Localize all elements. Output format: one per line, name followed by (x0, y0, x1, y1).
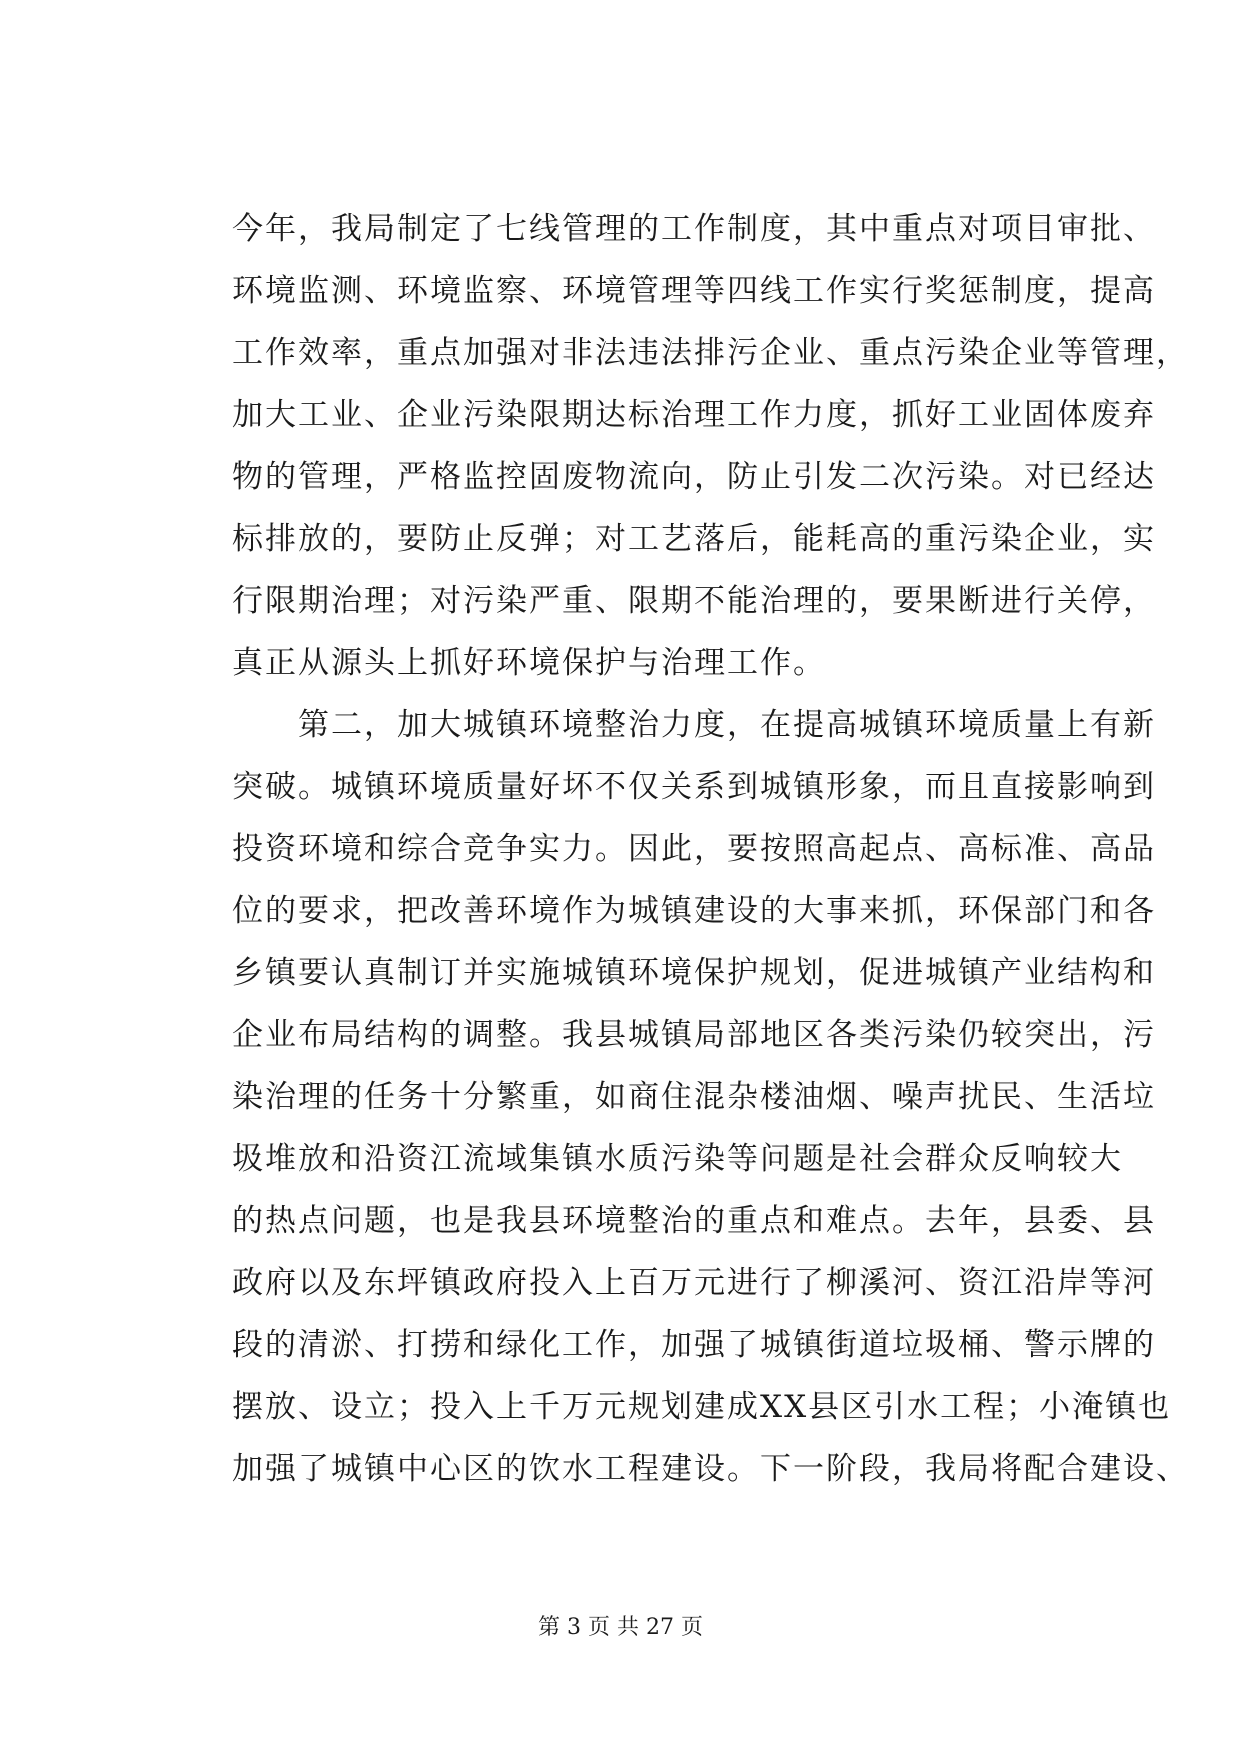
text-line: 位的要求，把改善环境作为城镇建设的大事来抓，环保部门和各 (232, 893, 1156, 929)
text-line: 今年，我局制定了七线管理的工作制度，其中重点对项目审批、 (232, 211, 1156, 247)
text-line: 乡镇要认真制订并实施城镇环境保护规划，促进城镇产业结构和 (232, 955, 1156, 991)
text-line: 工作效率，重点加强对非法违法排污企业、重点污染企业等管理， (232, 335, 1189, 371)
text-line: 企业布局结构的调整。我县城镇局部地区各类污染仍较突出，污 (232, 1017, 1156, 1053)
text-line: 突破。城镇环境质量好坏不仅关系到城镇形象，而且直接影响到 (232, 769, 1156, 805)
text-line: 加强了城镇中心区的饮水工程建设。下一阶段，我局将配合建设、 (232, 1451, 1189, 1487)
body-text (232, 198, 1189, 1500)
text-line: 圾堆放和沿资江流域集镇水质污染等问题是社会群众反响较大 (232, 1141, 1123, 1177)
text-line: 环境监测、环境监察、环境管理等四线工作实行奖惩制度，提高 (232, 273, 1156, 309)
text-line: 行限期治理；对污染严重、限期不能治理的，要果断进行关停， (232, 583, 1156, 619)
text-line: 物的管理，严格监控固废物流向，防止引发二次污染。对已经达 (232, 459, 1156, 495)
paragraph-start-line: 第二，加大城镇环境整治力度，在提高城镇环境质量上有新 (232, 707, 1156, 743)
text-line: 加大工业、企业污染限期达标治理工作力度，抓好工业固体废弃 (232, 397, 1156, 433)
page-number: 第 3 页 共 27 页 (538, 1615, 703, 1640)
text-line: 真正从源头上抓好环境保护与治理工作。 (232, 645, 826, 681)
text-line: 段的清淤、打捞和绿化工作，加强了城镇街道垃圾桶、警示牌的 (232, 1327, 1156, 1363)
page-footer (0, 1613, 1241, 1643)
text-line: 标排放的，要防止反弹；对工艺落后，能耗高的重污染企业，实 (232, 521, 1156, 557)
text-line: 染治理的任务十分繁重，如商住混杂楼油烟、噪声扰民、生活垃 (232, 1079, 1156, 1115)
text-line: 的热点问题，也是我县环境整治的重点和难点。去年，县委、县 (232, 1203, 1156, 1239)
text-line: 摆放、设立；投入上千万元规划建成XX县区引水工程；小淹镇也 (232, 1389, 1172, 1425)
text-line: 政府以及东坪镇政府投入上百万元进行了柳溪河、资江沿岸等河 (232, 1265, 1156, 1301)
text-line: 投资环境和综合竞争实力。因此，要按照高起点、高标准、高品 (232, 831, 1156, 867)
